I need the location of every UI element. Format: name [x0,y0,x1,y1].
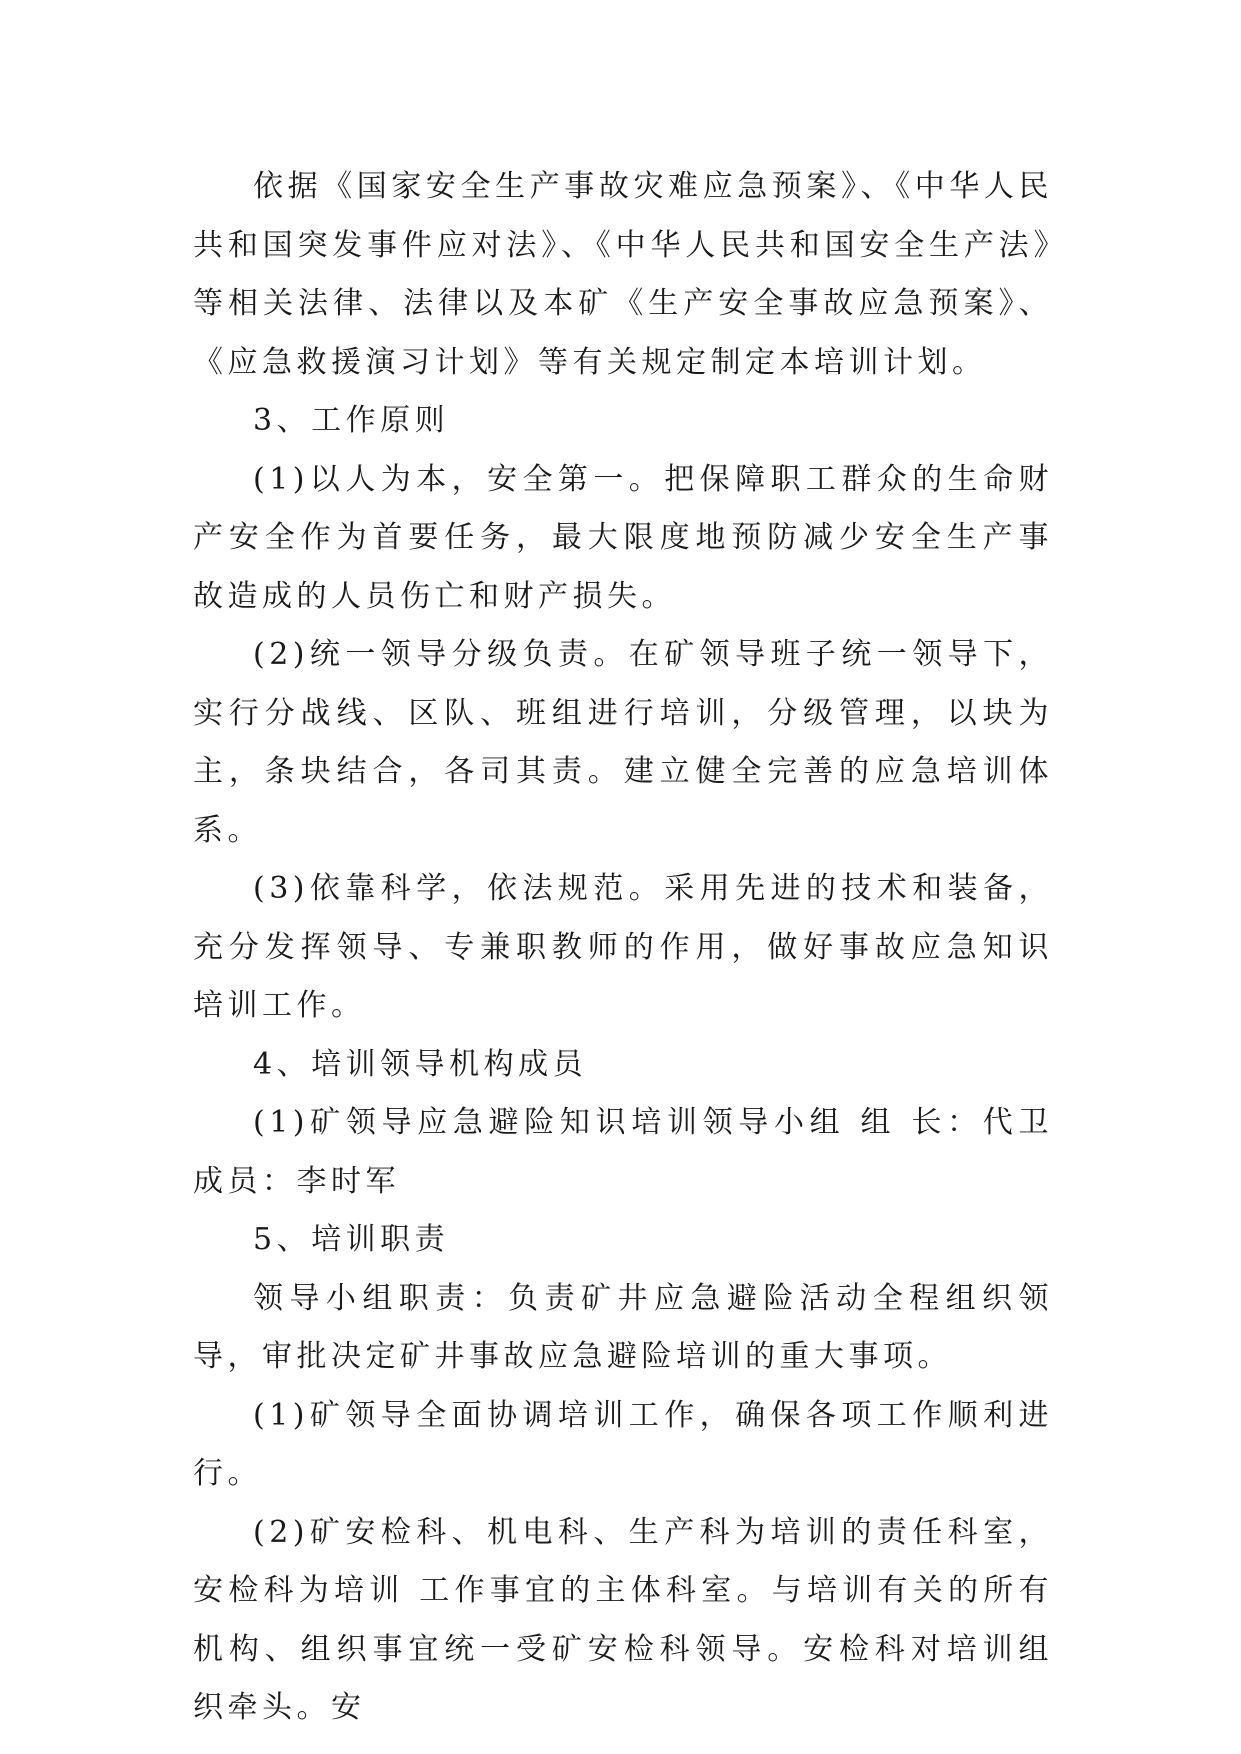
paragraph-legal-basis: 依据《国家安全生产事故灾难应急预案》、《中华人民共和国突发事件应对法》、《中华人民共和国安全生产法》等相关法律、法律以及本矿《生产安全事故应急预案》、《应急救援演习计划》等有关规定制定本培训计划。 [193,169,1053,380]
document-body [193,158,1053,1738]
heading-training-leadership: 4、培训领导机构成员 [253,1046,588,1082]
paragraph-group-duties: 领导小组职责：负责矿井应急避险活动全程组织领导，审批决定矿井事故应急避险培训的重大事项。 [193,1280,1053,1374]
paragraph-duty-1: (1)矿领导全面协调培训工作，确保各项工作顺利进行。 [193,1397,1053,1491]
paragraph-leadership-members: (1)矿领导应急避险知识培训领导小组 组 长：代卫 成员：李时军 [193,1105,1053,1199]
paragraph-principle-3: (3)依靠科学，依法规范。采用先进的技术和装备，充分发挥领导、专兼职教师的作用，做好事故应急知识培训工作。 [193,871,1053,1023]
heading-work-principles: 3、工作原则 [253,403,450,438]
paragraph-principle-2: (2)统一领导分级负责。在矿领导班子统一领导下，实行分战线、区队、班组进行培训，分级管理，以块为主，条块结合，各司其责。建立健全完善的应急培训体系。 [193,637,1053,848]
paragraph-duty-2: (2)矿安检科、机电科、生产科为培训的责任科室，安检科为培训 工作事宜的主体科室。与培训有关的所有机构、组织事宜统一受矿安检科领导。安检科对培训组织牵头。安 [193,1514,1053,1725]
heading-training-duties: 5、培训职责 [253,1222,450,1257]
paragraph-principle-1: (1)以人为本，安全第一。把保障职工群众的生命财产安全作为首要任务，最大限度地预防减少安全生产事故造成的人员伤亡和财产损失。 [193,461,1053,614]
